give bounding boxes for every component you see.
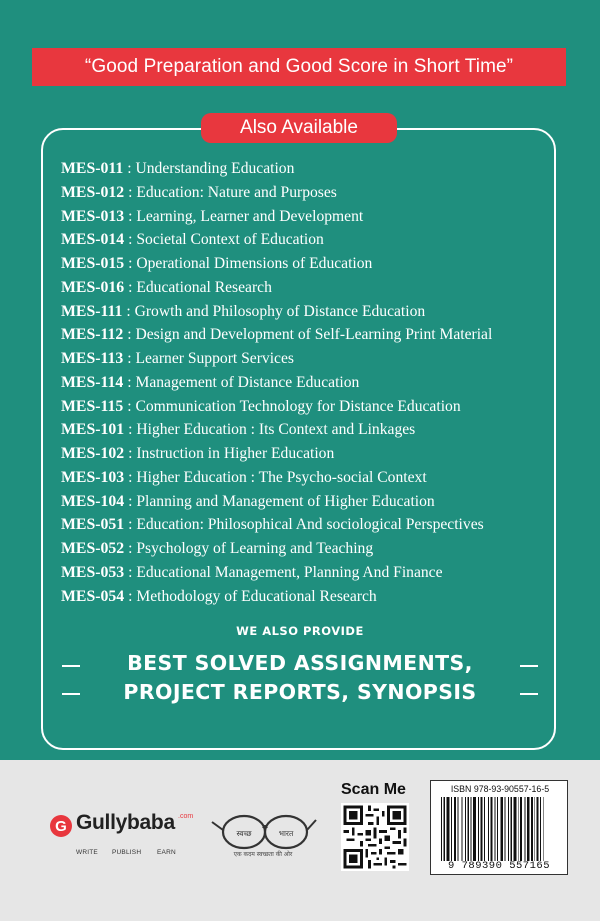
course-code: MES-112 xyxy=(61,326,124,344)
course-code: MES-016 xyxy=(61,278,125,296)
decorative-dash xyxy=(520,693,538,695)
course-title: Higher Education : The Psycho-social Context xyxy=(136,468,427,486)
barcode-bar xyxy=(462,797,463,861)
course-code: MES-015 xyxy=(61,255,125,272)
barcode-bar xyxy=(505,797,506,861)
course-code: MES-012 xyxy=(61,183,125,201)
barcode-bar xyxy=(467,797,469,861)
course-list xyxy=(61,157,551,608)
swachh-word: स्वच्छ xyxy=(236,829,252,838)
course-code: MES-053 xyxy=(61,563,125,581)
barcode-bar xyxy=(488,797,489,861)
course-title: Educational Management, Planning And Finance xyxy=(136,563,443,581)
course-title: Psychology of Learning and Teaching xyxy=(136,540,374,557)
barcode-bar xyxy=(473,797,476,861)
course-title: Management of Distance Education xyxy=(135,373,360,391)
list-item: MES-051 : Education: Philosophical And sociological Perspectives xyxy=(61,516,484,534)
course-code: MES-054 xyxy=(61,587,125,605)
tagline-write: WRITE xyxy=(76,849,98,856)
barcode-bar xyxy=(454,797,456,861)
decorative-dash xyxy=(62,693,80,695)
course-code: MES-114 xyxy=(61,373,124,391)
swachh-slogan: एक कदम स्वच्छता की ओर xyxy=(233,851,293,858)
barcode-bar xyxy=(471,797,472,861)
barcode-bar xyxy=(458,797,459,861)
course-code: MES-013 xyxy=(61,207,125,225)
barcode-bar xyxy=(465,797,466,861)
publisher-name: Gullybaba xyxy=(76,811,175,834)
list-item: MES-114 : Management of Distance Education xyxy=(61,373,360,391)
course-title: Educational Research xyxy=(136,278,272,296)
course-code: MES-115 xyxy=(61,397,124,415)
course-code: MES-113 xyxy=(61,350,124,367)
course-code: MES-011 xyxy=(61,160,124,177)
barcode-icon xyxy=(440,797,558,861)
list-item: MES-115 : Communication Technology for Distance Education xyxy=(61,397,461,415)
course-code: MES-111 xyxy=(61,302,123,320)
list-item: MES-012 : Education: Nature and Purposes xyxy=(61,183,337,201)
barcode-bar xyxy=(540,797,541,861)
course-title: Education: Nature and Purposes xyxy=(136,183,337,201)
list-item: MES-016 : Educational Research xyxy=(61,278,272,296)
barcode-bar xyxy=(534,797,535,861)
tagline-banner xyxy=(32,48,566,86)
decorative-dash xyxy=(520,665,538,667)
course-code: MES-103 xyxy=(61,468,125,486)
course-code: MES-101 xyxy=(61,421,125,439)
course-title: Understanding Education xyxy=(135,160,295,177)
course-code: MES-102 xyxy=(61,445,125,462)
course-title: Design and Development of Self-Learning Print Material xyxy=(135,326,493,344)
course-title: Education: Philosophical And sociological Perspectives xyxy=(136,516,484,534)
bharat-word: भारत xyxy=(278,829,294,838)
list-item: MES-011 : Understanding Education xyxy=(61,160,295,177)
barcode-bar xyxy=(508,797,509,861)
barcode-bar xyxy=(484,797,485,861)
list-item: MES-053 : Educational Management, Planning And Finance xyxy=(61,563,443,581)
barcode-bar xyxy=(478,797,479,861)
course-title: Communication Technology for Distance Education xyxy=(135,397,461,415)
list-item: MES-113 : Learner Support Services xyxy=(61,350,294,367)
gullybaba-logo-icon: G xyxy=(50,815,72,837)
barcode-bar xyxy=(497,797,498,861)
barcode-bar xyxy=(500,797,503,861)
barcode-bar xyxy=(518,797,519,861)
barcode-bar xyxy=(524,797,525,861)
barcode-digits: 9 789390 557165 xyxy=(447,860,550,872)
list-item: MES-054 : Methodology of Educational Research xyxy=(61,587,377,605)
list-item: MES-013 : Learning, Learner and Development xyxy=(61,207,364,225)
qr-code-icon xyxy=(341,803,409,871)
barcode-bar xyxy=(443,797,445,861)
list-item: MES-112 : Design and Development of Self-Learning Print Material xyxy=(61,326,493,344)
course-code: MES-104 xyxy=(61,492,125,510)
scan-me-label: Scan Me xyxy=(341,781,406,798)
list-item: MES-104 : Planning and Management of Higher Education xyxy=(61,492,435,510)
barcode-bar xyxy=(543,797,544,861)
also-available-title: Also Available xyxy=(240,117,358,138)
provide-line-1: BEST SOLVED ASSIGNMENTS, xyxy=(127,651,473,675)
tagline-text: “Good Preparation and Good Score in Short Time” xyxy=(84,56,514,77)
list-item: MES-102 : Instruction in Higher Education xyxy=(61,445,335,462)
course-code: MES-051 xyxy=(61,516,125,534)
course-title: Societal Context of Education xyxy=(136,231,324,249)
list-item: MES-052 : Psychology of Learning and Teaching xyxy=(61,540,374,557)
barcode-bar xyxy=(531,797,533,861)
course-title: Learner Support Services xyxy=(135,350,294,367)
list-item: MES-101 : Higher Education : Its Context and Linkages xyxy=(61,421,416,439)
barcode-bar xyxy=(481,797,483,861)
tagline-publish: PUBLISH xyxy=(112,849,142,856)
barcode-bar xyxy=(537,797,539,861)
barcode-bar xyxy=(514,797,517,861)
barcode-bar xyxy=(451,797,452,861)
barcode-bar xyxy=(510,797,512,861)
course-code: MES-014 xyxy=(61,231,125,249)
barcode-bar xyxy=(527,797,530,861)
barcode-bar xyxy=(520,797,522,861)
course-title: Methodology of Educational Research xyxy=(136,587,377,605)
barcode-bar xyxy=(495,797,496,861)
list-item: MES-014 : Societal Context of Education xyxy=(61,231,324,249)
course-title: Operational Dimensions of Education xyxy=(136,255,373,272)
also-available-heading xyxy=(201,113,397,143)
we-also-provide-label: WE ALSO PROVIDE xyxy=(236,624,364,638)
list-item: MES-015 : Operational Dimensions of Education xyxy=(61,255,373,272)
list-item: MES-103 : Higher Education : The Psycho-social Context xyxy=(61,468,427,486)
decorative-dash xyxy=(62,665,80,667)
barcode-bar xyxy=(491,797,493,861)
barcode-bar xyxy=(441,797,442,861)
publisher-suffix: .com xyxy=(178,813,194,820)
course-title: Instruction in Higher Education xyxy=(136,445,335,462)
isbn-label: ISBN 978-93-90557-16-5 xyxy=(450,784,550,794)
course-title: Higher Education : Its Context and Linkages xyxy=(136,421,416,439)
barcode-bar xyxy=(447,797,450,861)
tagline-earn: EARN xyxy=(157,849,176,856)
course-code: MES-052 xyxy=(61,540,125,557)
course-title: Learning, Learner and Development xyxy=(136,207,364,225)
course-title: Growth and Philosophy of Distance Education xyxy=(134,302,426,320)
provide-line-2: PROJECT REPORTS, SYNOPSIS xyxy=(123,680,477,704)
list-item: MES-111 : Growth and Philosophy of Distance Education xyxy=(61,302,426,320)
course-title: Planning and Management of Higher Education xyxy=(136,492,435,510)
